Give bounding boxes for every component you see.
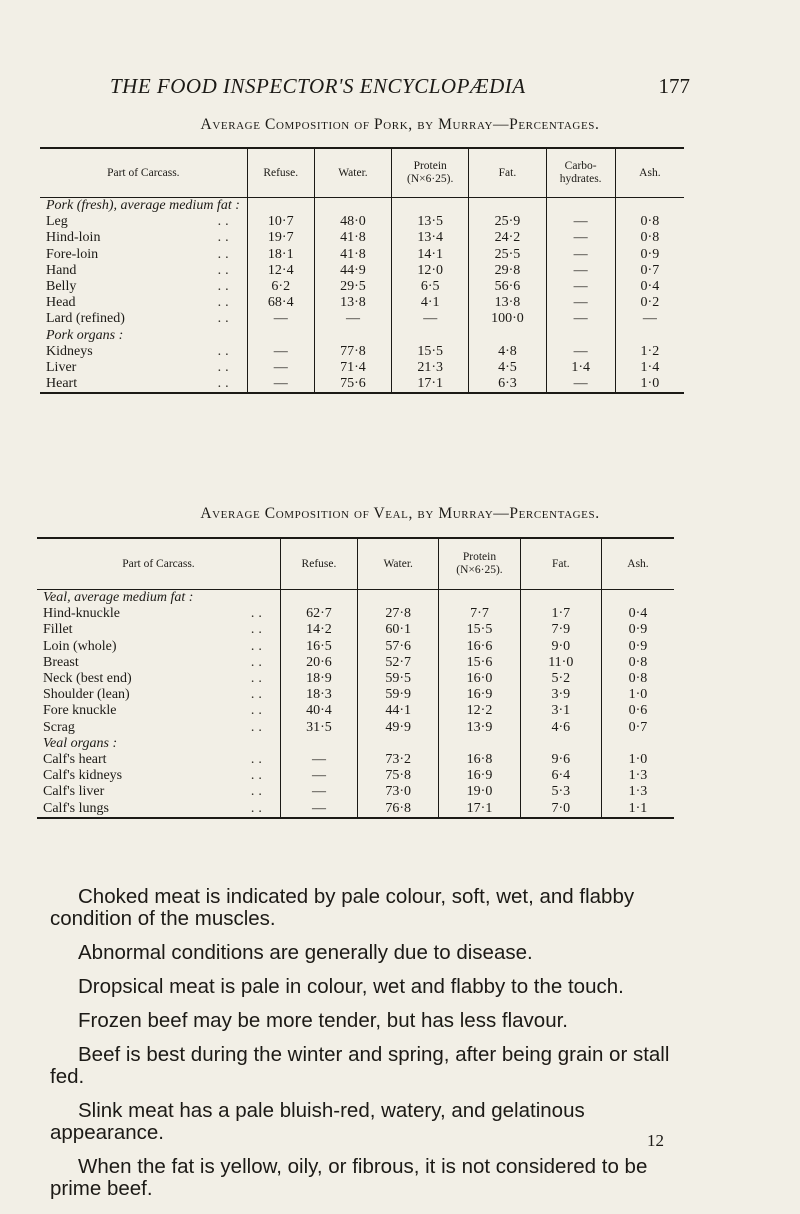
table-row <box>37 752 674 768</box>
item-name-cell <box>40 214 247 230</box>
section-heading-row <box>40 198 684 215</box>
protein-cell: — <box>392 311 469 327</box>
item-name: Kidneys <box>46 343 93 359</box>
veal-table-caption: Average Composition of Veal, by Murray—Percentages. <box>200 505 600 522</box>
protein-cell: 16·0 <box>439 671 520 687</box>
running-title: THE FOOD INSPECTOR'S ENCYCLOPÆDIA <box>110 74 526 98</box>
protein-cell: 21·3 <box>392 360 469 376</box>
item-name: Scrag <box>43 719 75 735</box>
fat-cell: 25·9 <box>469 214 546 230</box>
item-name-cell <box>37 655 280 671</box>
table-header-row <box>40 148 684 198</box>
refuse-cell: 16·5 <box>280 639 357 655</box>
leader-dots: .. <box>217 376 233 392</box>
pork-table-caption: Average Composition of Pork, by Murray—Percentages. <box>200 116 600 133</box>
paragraph: When the fat is yellow, oily, or fibrous, it is not considered to be prime beef. <box>50 1155 648 1200</box>
empty-cell <box>601 590 674 607</box>
protein-cell: 19·0 <box>439 784 520 800</box>
section-title: Veal organs : <box>43 735 118 751</box>
protein-cell: 7·7 <box>439 606 520 622</box>
leader-dots: .. <box>250 638 266 654</box>
empty-cell <box>520 736 601 752</box>
leader-dots: .. <box>217 295 233 311</box>
table-row <box>40 344 684 360</box>
table-header-row <box>37 538 674 590</box>
leader-dots: .. <box>217 230 233 246</box>
empty-cell <box>314 198 391 215</box>
protein-cell: 15·5 <box>392 344 469 360</box>
table-row <box>40 263 684 279</box>
empty-cell <box>247 198 314 215</box>
refuse-cell: 6·2 <box>247 279 314 295</box>
leader-dots: .. <box>250 687 266 703</box>
protein-cell: 13·9 <box>439 720 520 736</box>
empty-cell <box>546 198 615 215</box>
ash-cell: 1·1 <box>601 801 674 818</box>
leader-dots: .. <box>217 311 233 327</box>
refuse-cell: 10·7 <box>247 214 314 230</box>
table-row <box>37 801 674 818</box>
water-cell: 52·7 <box>358 655 439 671</box>
paragraph: Abnormal conditions are generally due to disease. <box>78 941 533 964</box>
item-name: Shoulder (lean) <box>43 687 130 703</box>
signature-mark: 12 <box>647 1131 664 1150</box>
ash-cell: 1·3 <box>601 784 674 800</box>
ash-cell: 0·9 <box>601 639 674 655</box>
column-header: Fat. <box>469 148 546 198</box>
carbo-cell: — <box>546 230 615 246</box>
protein-cell: 13·5 <box>392 214 469 230</box>
refuse-cell: — <box>247 344 314 360</box>
empty-cell <box>358 736 439 752</box>
item-name-cell <box>37 768 280 784</box>
section-heading-row <box>37 736 674 752</box>
empty-cell <box>469 328 546 344</box>
item-name: Hand <box>46 262 77 278</box>
refuse-cell: — <box>247 311 314 327</box>
body-text <box>50 886 680 1212</box>
water-cell: — <box>314 311 391 327</box>
empty-cell <box>358 590 439 607</box>
leader-dots: .. <box>217 262 233 278</box>
column-header: Refuse. <box>280 538 357 590</box>
water-cell: 73·0 <box>358 784 439 800</box>
water-cell: 71·4 <box>314 360 391 376</box>
section-heading-row <box>40 328 684 344</box>
table-row <box>40 311 684 327</box>
water-cell: 44·1 <box>358 703 439 719</box>
protein-cell: 6·5 <box>392 279 469 295</box>
empty-cell <box>392 328 469 344</box>
empty-cell <box>280 590 357 607</box>
item-name: Hind-loin <box>46 230 101 246</box>
item-name: Lard (refined) <box>46 311 125 327</box>
column-header: Ash. <box>615 148 684 198</box>
section-title: Veal, average medium fat : <box>43 590 194 605</box>
empty-cell <box>280 736 357 752</box>
item-name-cell <box>40 263 247 279</box>
table-row <box>37 703 674 719</box>
table-row <box>37 687 674 703</box>
item-name-cell <box>37 703 280 719</box>
ash-cell: 0·7 <box>601 720 674 736</box>
item-name-cell <box>37 784 280 800</box>
leader-dots: .. <box>250 784 266 800</box>
item-name-cell <box>40 376 247 393</box>
fat-cell: 6·4 <box>520 768 601 784</box>
water-cell: 13·8 <box>314 295 391 311</box>
table-row <box>37 768 674 784</box>
item-name-cell <box>40 230 247 246</box>
fat-cell: 56·6 <box>469 279 546 295</box>
item-name: Heart <box>46 376 78 392</box>
carbo-cell: — <box>546 376 615 393</box>
protein-cell: 16·8 <box>439 752 520 768</box>
water-cell: 27·8 <box>358 606 439 622</box>
water-cell: 59·9 <box>358 687 439 703</box>
fat-cell: 100·0 <box>469 311 546 327</box>
item-name-cell <box>37 801 280 818</box>
table-row <box>37 606 674 622</box>
carbo-cell: — <box>546 247 615 263</box>
item-name-cell <box>37 687 280 703</box>
ash-cell: 1·0 <box>601 687 674 703</box>
item-name: Belly <box>46 279 77 295</box>
item-name: Fore knuckle <box>43 703 117 719</box>
fat-cell: 4·8 <box>469 344 546 360</box>
table-row <box>37 622 674 638</box>
protein-cell: 17·1 <box>392 376 469 393</box>
carbo-cell: — <box>546 311 615 327</box>
item-name: Head <box>46 295 76 311</box>
item-name-cell <box>40 360 247 376</box>
table-row <box>40 214 684 230</box>
refuse-cell: 18·3 <box>280 687 357 703</box>
section-title: Pork organs : <box>46 327 124 343</box>
refuse-cell: — <box>280 784 357 800</box>
ash-cell: 1·0 <box>601 752 674 768</box>
water-cell: 41·8 <box>314 247 391 263</box>
table-row <box>40 230 684 246</box>
item-name-cell <box>37 639 280 655</box>
ash-cell: 0·6 <box>601 703 674 719</box>
ash-cell: 0·8 <box>615 214 684 230</box>
leader-dots: .. <box>217 360 233 376</box>
fat-cell: 7·0 <box>520 801 601 818</box>
table-row <box>37 784 674 800</box>
carbo-cell: — <box>546 344 615 360</box>
ash-cell: 0·7 <box>615 263 684 279</box>
item-name-cell <box>37 622 280 638</box>
refuse-cell: 68·4 <box>247 295 314 311</box>
leader-dots: .. <box>217 214 233 230</box>
empty-cell <box>546 328 615 344</box>
leader-dots: .. <box>250 752 266 768</box>
paragraph: Choked meat is indicated by pale colour, soft, wet, and flabby condition of the muscles. <box>50 885 635 930</box>
leader-dots: .. <box>250 800 266 816</box>
fat-cell: 3·9 <box>520 687 601 703</box>
leader-dots: .. <box>250 703 266 719</box>
leader-dots: .. <box>217 279 233 295</box>
ash-cell: 1·0 <box>615 376 684 393</box>
leader-dots: .. <box>217 246 233 262</box>
refuse-cell: 14·2 <box>280 622 357 638</box>
leader-dots: .. <box>250 671 266 687</box>
item-name-cell <box>40 344 247 360</box>
protein-cell: 17·1 <box>439 801 520 818</box>
fat-cell: 4·6 <box>520 720 601 736</box>
water-cell: 59·5 <box>358 671 439 687</box>
refuse-cell: 12·4 <box>247 263 314 279</box>
fat-cell: 4·5 <box>469 360 546 376</box>
fat-cell: 11·0 <box>520 655 601 671</box>
refuse-cell: 19·7 <box>247 230 314 246</box>
refuse-cell: 40·4 <box>280 703 357 719</box>
item-name: Fore-loin <box>46 246 99 262</box>
item-name-cell <box>37 752 280 768</box>
water-cell: 60·1 <box>358 622 439 638</box>
running-header <box>110 66 690 110</box>
leader-dots: .. <box>250 622 266 638</box>
water-cell: 76·8 <box>358 801 439 818</box>
item-name: Loin (whole) <box>43 638 117 654</box>
ash-cell: — <box>615 311 684 327</box>
protein-cell: 16·9 <box>439 687 520 703</box>
column-header: Ash. <box>601 538 674 590</box>
empty-cell <box>615 198 684 215</box>
fat-cell: 13·8 <box>469 295 546 311</box>
protein-cell: 12·2 <box>439 703 520 719</box>
fat-cell: 24·2 <box>469 230 546 246</box>
refuse-cell: 18·9 <box>280 671 357 687</box>
carbo-cell: — <box>546 295 615 311</box>
table-row <box>37 671 674 687</box>
item-name: Calf's heart <box>43 752 107 768</box>
table-row <box>40 279 684 295</box>
carbo-cell: — <box>546 214 615 230</box>
ash-cell: 0·8 <box>601 671 674 687</box>
item-name-cell <box>40 295 247 311</box>
water-cell: 57·6 <box>358 639 439 655</box>
column-header: Water. <box>358 538 439 590</box>
empty-cell <box>439 590 520 607</box>
table-row <box>40 295 684 311</box>
column-header: Carbo-hydrates. <box>546 148 615 198</box>
ash-cell: 0·4 <box>601 606 674 622</box>
column-header: Fat. <box>520 538 601 590</box>
empty-cell <box>601 736 674 752</box>
pork-composition-table <box>40 147 684 394</box>
item-name: Fillet <box>43 622 73 638</box>
refuse-cell: — <box>280 801 357 818</box>
refuse-cell: 20·6 <box>280 655 357 671</box>
item-name-cell <box>37 720 280 736</box>
item-name: Calf's kidneys <box>43 768 123 784</box>
item-name: Calf's lungs <box>43 800 109 816</box>
ash-cell: 0·8 <box>615 230 684 246</box>
water-cell: 73·2 <box>358 752 439 768</box>
item-name: Hind-knuckle <box>43 606 120 622</box>
ash-cell: 0·8 <box>601 655 674 671</box>
empty-cell <box>615 328 684 344</box>
item-name: Liver <box>46 360 77 376</box>
water-cell: 75·6 <box>314 376 391 393</box>
ash-cell: 0·9 <box>615 247 684 263</box>
ash-cell: 0·4 <box>615 279 684 295</box>
empty-cell <box>469 198 546 215</box>
table-row <box>37 655 674 671</box>
refuse-cell: — <box>247 376 314 393</box>
refuse-cell: 62·7 <box>280 606 357 622</box>
refuse-cell: — <box>247 360 314 376</box>
item-name-cell <box>37 671 280 687</box>
item-name: Calf's liver <box>43 784 105 800</box>
empty-cell <box>314 328 391 344</box>
column-header: Part of Carcass. <box>40 148 247 198</box>
ash-cell: 0·2 <box>615 295 684 311</box>
fat-cell: 9·0 <box>520 639 601 655</box>
column-header: Water. <box>314 148 391 198</box>
protein-cell: 16·6 <box>439 639 520 655</box>
empty-cell <box>439 736 520 752</box>
protein-cell: 16·9 <box>439 768 520 784</box>
empty-cell <box>520 590 601 607</box>
leader-dots: .. <box>250 719 266 735</box>
ash-cell: 0·9 <box>601 622 674 638</box>
item-name: Leg <box>46 214 68 230</box>
water-cell: 44·9 <box>314 263 391 279</box>
carbo-cell: 1·4 <box>546 360 615 376</box>
item-name-cell <box>40 311 247 327</box>
column-header: Protein (N×6·25). <box>392 148 469 198</box>
fat-cell: 5·2 <box>520 671 601 687</box>
page-number: 177 <box>658 74 690 98</box>
water-cell: 48·0 <box>314 214 391 230</box>
refuse-cell: 31·5 <box>280 720 357 736</box>
leader-dots: .. <box>250 654 266 670</box>
fat-cell: 3·1 <box>520 703 601 719</box>
protein-cell: 14·1 <box>392 247 469 263</box>
empty-cell <box>392 198 469 215</box>
carbo-cell: — <box>546 279 615 295</box>
column-header: Refuse. <box>247 148 314 198</box>
water-cell: 41·8 <box>314 230 391 246</box>
leader-dots: .. <box>250 606 266 622</box>
protein-cell: 12·0 <box>392 263 469 279</box>
column-header: Protein (N×6·25). <box>439 538 520 590</box>
fat-cell: 5·3 <box>520 784 601 800</box>
water-cell: 49·9 <box>358 720 439 736</box>
leader-dots: .. <box>217 343 233 359</box>
refuse-cell: — <box>280 768 357 784</box>
item-name: Neck (best end) <box>43 671 132 687</box>
paragraph: Beef is best during the winter and spring, after being grain or stall fed. <box>50 1043 670 1088</box>
protein-cell: 13·4 <box>392 230 469 246</box>
item-name-cell <box>40 247 247 263</box>
section-heading-row <box>37 590 674 607</box>
table-row <box>37 639 674 655</box>
water-cell: 77·8 <box>314 344 391 360</box>
empty-cell <box>247 328 314 344</box>
table-row <box>40 360 684 376</box>
carbo-cell: — <box>546 263 615 279</box>
fat-cell: 29·8 <box>469 263 546 279</box>
water-cell: 75·8 <box>358 768 439 784</box>
table-row <box>40 376 684 393</box>
table-row <box>37 720 674 736</box>
protein-cell: 15·6 <box>439 655 520 671</box>
fat-cell: 9·6 <box>520 752 601 768</box>
protein-cell: 15·5 <box>439 622 520 638</box>
refuse-cell: 18·1 <box>247 247 314 263</box>
ash-cell: 1·4 <box>615 360 684 376</box>
fat-cell: 25·5 <box>469 247 546 263</box>
item-name: Breast <box>43 654 79 670</box>
leader-dots: .. <box>250 768 266 784</box>
column-header: Part of Carcass. <box>37 538 280 590</box>
paragraph: Slink meat has a pale bluish-red, watery, and gelatinous appearance. <box>50 1099 585 1144</box>
veal-composition-table <box>37 537 674 819</box>
refuse-cell: — <box>280 752 357 768</box>
fat-cell: 1·7 <box>520 606 601 622</box>
table-row <box>40 247 684 263</box>
paragraph: Dropsical meat is pale in colour, wet and flabby to the touch. <box>78 975 624 998</box>
ash-cell: 1·2 <box>615 344 684 360</box>
section-title: Pork (fresh), average medium fat : <box>46 198 240 213</box>
paragraph: Frozen beef may be more tender, but has less flavour. <box>78 1009 568 1032</box>
item-name-cell <box>40 279 247 295</box>
protein-cell: 4·1 <box>392 295 469 311</box>
fat-cell: 7·9 <box>520 622 601 638</box>
fat-cell: 6·3 <box>469 376 546 393</box>
item-name-cell <box>37 606 280 622</box>
ash-cell: 1·3 <box>601 768 674 784</box>
water-cell: 29·5 <box>314 279 391 295</box>
